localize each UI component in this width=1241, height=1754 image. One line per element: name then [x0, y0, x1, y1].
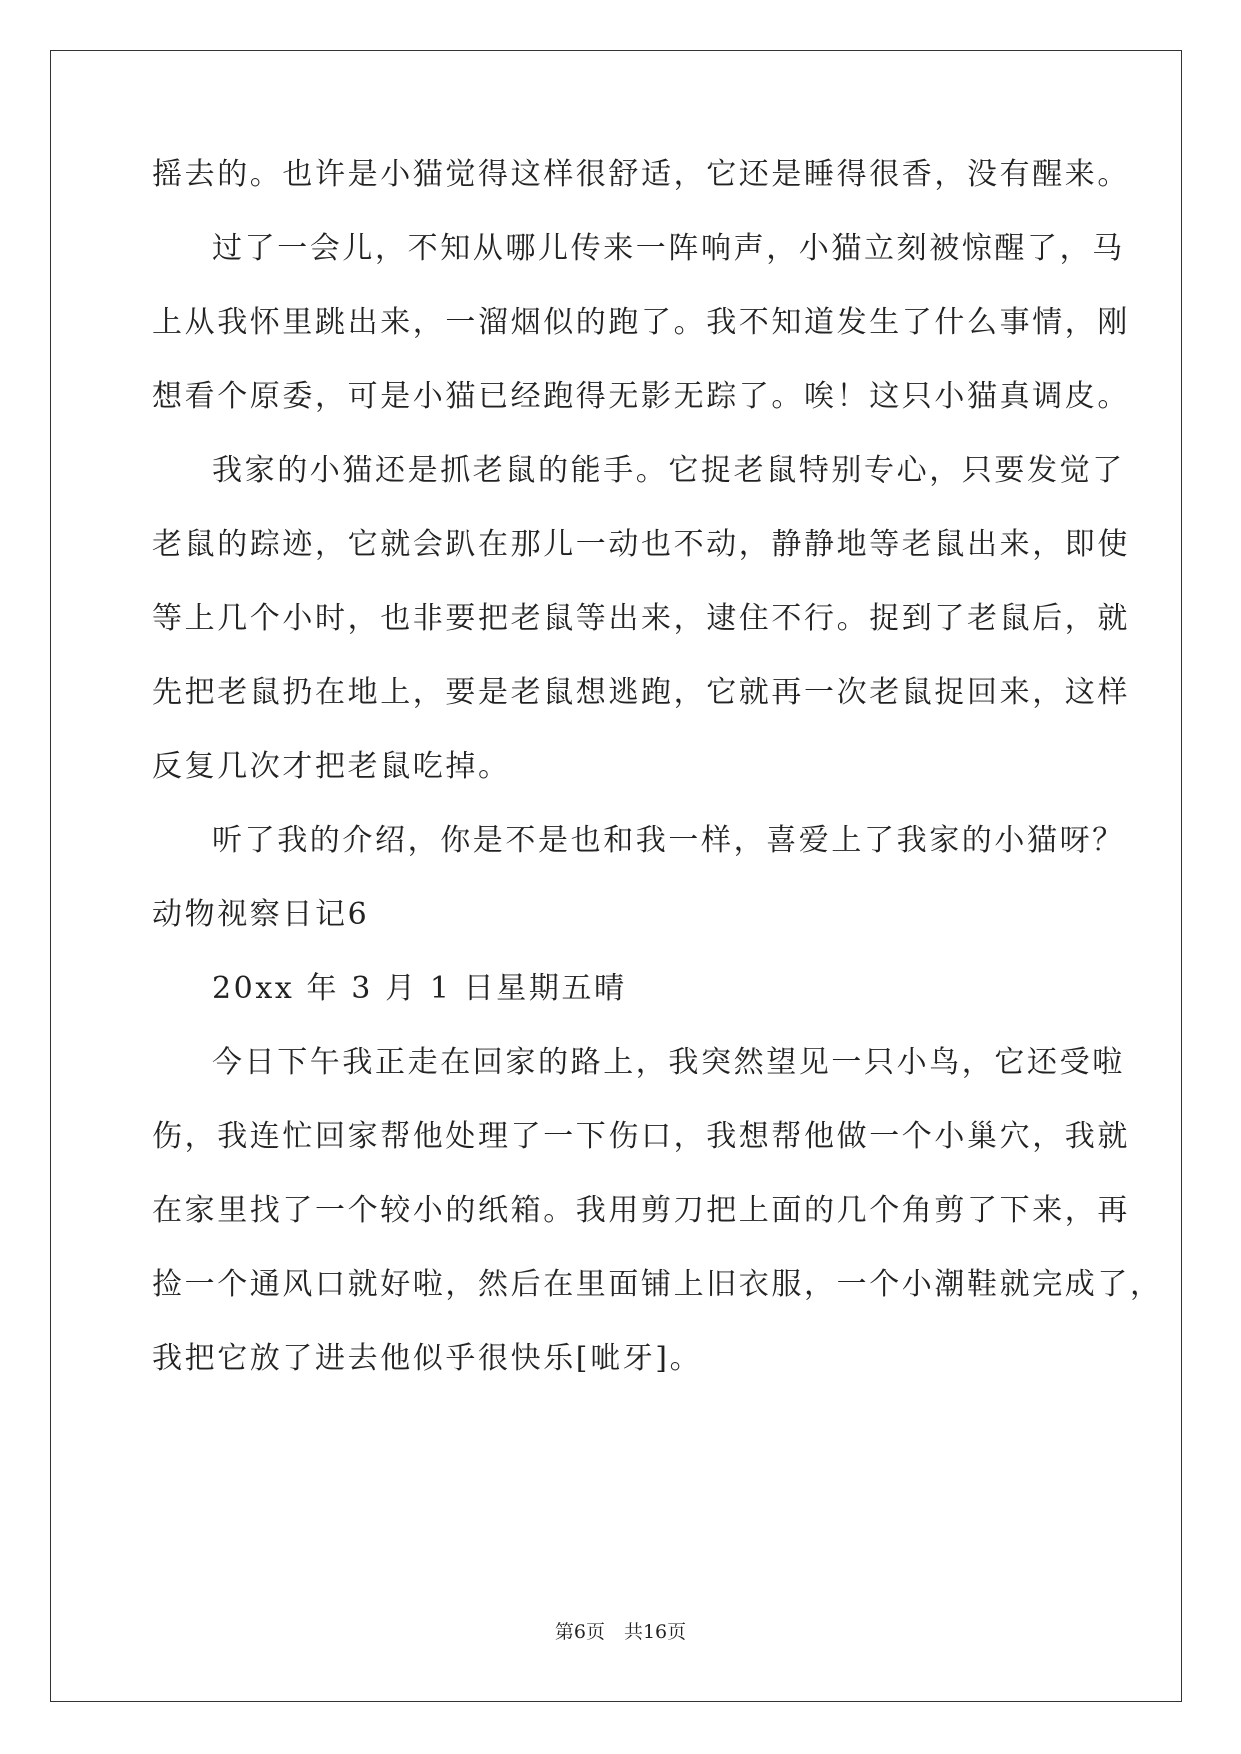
- section-heading: 动物视察日记6: [152, 897, 370, 932]
- text-line: 在家里找了一个较小的纸箱。我用剪刀把上面的几个角剪了下来，再: [152, 1193, 1130, 1228]
- text-line: 老鼠的踪迹，它就会趴在那儿一动也不动，静静地等老鼠出来，即使: [152, 527, 1130, 562]
- text-line: 我家的小猫还是抓老鼠的能手。它捉老鼠特别专心，只要发觉了: [212, 453, 1125, 488]
- page-border: [50, 50, 1182, 1702]
- text-line: 听了我的介绍，你是不是也和我一样，喜爱上了我家的小猫呀？: [212, 823, 1125, 858]
- text-line: 等上几个小时，也非要把老鼠等出来，逮住不行。捉到了老鼠后，就: [152, 601, 1130, 636]
- text-line: 上从我怀里跳出来，一溜烟似的跑了。我不知道发生了什么事情，刚: [152, 305, 1130, 340]
- diary-date: 20xx 年 3 月 1 日星期五晴: [212, 971, 627, 1006]
- text-line: 摇去的。也许是小猫觉得这样很舒适，它还是睡得很香，没有醒来。: [152, 157, 1130, 192]
- text-line: 我把它放了进去他似乎很快乐[呲牙]。: [152, 1341, 703, 1376]
- text-line: 过了一会儿，不知从哪儿传来一阵响声，小猫立刻被惊醒了，马: [212, 231, 1125, 266]
- page-number: 第6页 共16页: [554, 1621, 687, 1643]
- text-line: 伤，我连忙回家帮他处理了一下伤口，我想帮他做一个小巢穴，我就: [152, 1119, 1130, 1154]
- page-footer: [0, 1620, 1241, 1644]
- text-line: 反复几次才把老鼠吃掉。: [152, 749, 511, 784]
- text-line: 先把老鼠扔在地上，要是老鼠想逃跑，它就再一次老鼠捉回来，这样: [152, 675, 1130, 710]
- text-line: 捡一个通风口就好啦，然后在里面铺上旧衣服，一个小潮鞋就完成了，: [152, 1267, 1163, 1302]
- text-line: 想看个原委，可是小猫已经跑得无影无踪了。唉！这只小猫真调皮。: [152, 379, 1130, 414]
- text-line: 今日下午我正走在回家的路上，我突然望见一只小鸟，它还受啦: [212, 1045, 1125, 1080]
